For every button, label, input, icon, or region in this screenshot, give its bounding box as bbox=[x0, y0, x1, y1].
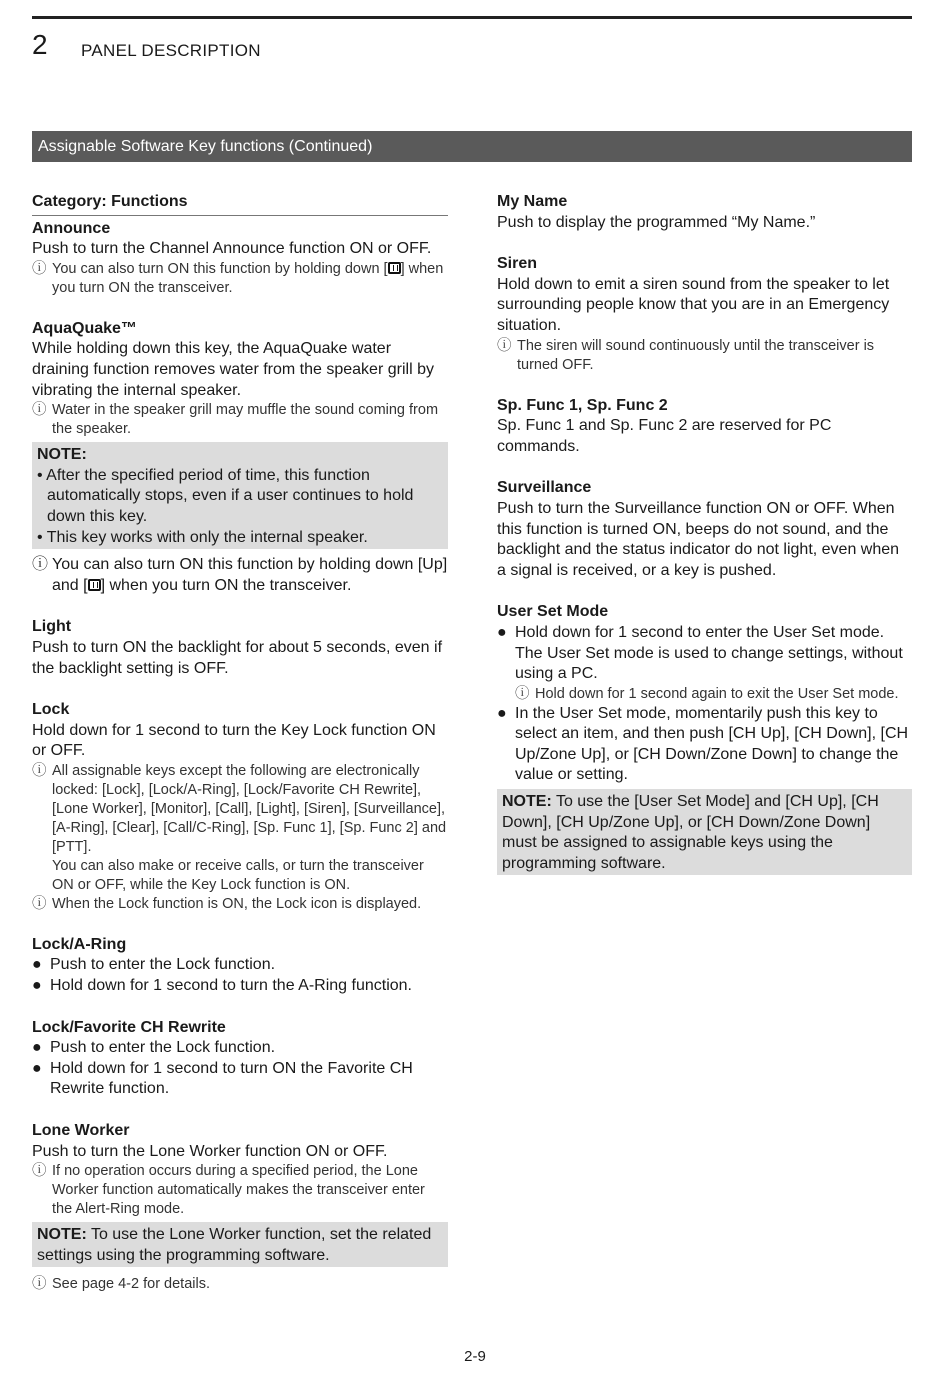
info-icon: ⓘ bbox=[32, 556, 49, 574]
sp-func-body: Sp. Func 1 and Sp. Func 2 are reserved for PC commands. bbox=[497, 417, 832, 455]
lock-info-2: ⓘ When the Lock function is ON, the Lock icon is displayed. bbox=[32, 895, 422, 912]
surveillance-title: Surveillance bbox=[497, 479, 592, 497]
user-set-info: ⓘ Hold down for 1 second again to exit the User Set mode. bbox=[515, 685, 899, 702]
bullet-icon: ● bbox=[497, 704, 507, 722]
siren-info: ⓘ The siren will sound continuously until the transceiver is turned OFF. bbox=[497, 337, 875, 373]
aquaquake-body: While holding down this key, the AquaQuake water draining function removes water from the speaker grill by vibrating the internal speaker. bbox=[32, 340, 434, 399]
note-label: NOTE: bbox=[37, 446, 87, 464]
list-item: ● Push to enter the Lock function. bbox=[32, 1038, 448, 1059]
announce-title: Announce bbox=[32, 219, 111, 237]
light-body: Push to turn ON the backlight for about 5 seconds, even if the backlight setting is OFF. bbox=[32, 638, 443, 677]
lone-worker-title: Lone Worker bbox=[32, 1122, 130, 1140]
page-number: 2-9 bbox=[464, 1348, 486, 1365]
list-item: ● Push to enter the Lock function. bbox=[32, 955, 448, 976]
emergency-key-icon bbox=[88, 579, 101, 591]
announce-info: ⓘ You can also turn ON this function by holding down [ ] when you turn ON the transceiver. bbox=[32, 260, 444, 296]
chapter-number: 2 bbox=[32, 29, 48, 60]
lock-favorite-title: Lock/Favorite CH Rewrite bbox=[32, 1018, 226, 1036]
lock-aring-title: Lock/A-Ring bbox=[32, 935, 127, 953]
bullet-icon: ● bbox=[32, 977, 42, 995]
emergency-key-icon bbox=[388, 262, 401, 274]
top-rule bbox=[32, 16, 912, 19]
left-column bbox=[32, 192, 448, 1294]
aquaquake-info-2: ⓘ You can also turn ON this function by holding down [Up] and [ ] when you turn ON the transceiver. bbox=[32, 556, 448, 594]
info-icon: ⓘ bbox=[32, 895, 47, 912]
sp-func-title: Sp. Func 1, Sp. Func 2 bbox=[497, 396, 668, 414]
info-icon: ⓘ bbox=[497, 337, 512, 354]
siren-title: Siren bbox=[497, 255, 538, 273]
lone-worker-note: NOTE: To use the Lone Worker function, set the related settings using the programming software. bbox=[32, 1222, 448, 1267]
info-icon: ⓘ bbox=[515, 685, 530, 702]
chapter-title: PANEL DESCRIPTION bbox=[81, 41, 261, 60]
note-label: NOTE: bbox=[502, 793, 552, 811]
surveillance-body: Push to turn the Surveillance function ON or OFF. When this function is turned ON, beeps do not sound, and the backlight and the status indicator do not light, even when a signal is received, or a key is pushed. bbox=[497, 499, 900, 579]
info-icon: ⓘ bbox=[32, 402, 47, 419]
lock-title: Lock bbox=[32, 701, 70, 719]
my-name-body: Push to display the programmed “My Name.” bbox=[497, 213, 816, 231]
list-item: ● Hold down for 1 second to turn ON the Favorite CH Rewrite function. bbox=[32, 1059, 413, 1098]
lone-worker-info-2: ⓘ See page 4-2 for details. bbox=[32, 1276, 210, 1293]
announce-body: Push to turn the Channel Announce function ON or OFF. bbox=[32, 240, 432, 258]
note-label: NOTE: bbox=[37, 1226, 87, 1244]
light-title: Light bbox=[32, 618, 72, 636]
aquaquake-title: AquaQuake™ bbox=[32, 319, 137, 337]
info-icon: ⓘ bbox=[32, 1276, 47, 1293]
lone-worker-info: ⓘ If no operation occurs during a specified period, the Lone Worker function automatically makes the transceiver enter the Alert-Ring mode. bbox=[32, 1163, 425, 1218]
list-item: ● Hold down for 1 second to turn the A-Ring function. bbox=[32, 976, 448, 997]
note-item: • After the specified period of time, this function automatically stops, even if a user continues to hold down this key. bbox=[37, 466, 414, 525]
siren-body: Hold down to emit a siren sound from the speaker to let surrounding people know that you are in an Emergency situation. bbox=[497, 275, 890, 334]
info-icon: ⓘ bbox=[32, 762, 47, 779]
category-heading: Category: Functions bbox=[32, 192, 448, 216]
lock-body: Hold down for 1 second to turn the Key Lock function ON or OFF. bbox=[32, 721, 436, 760]
aquaquake-info: ⓘ Water in the speaker grill may muffle the sound coming from the speaker. bbox=[32, 402, 439, 438]
lock-info-continued: You can also make or receive calls, or turn the transceiver ON or OFF, while the Key Lock function is ON. bbox=[52, 857, 424, 893]
my-name-title: My Name bbox=[497, 193, 568, 210]
info-icon: ⓘ bbox=[32, 1163, 47, 1180]
note-item: • This key works with only the internal speaker. bbox=[37, 528, 368, 546]
info-icon: ⓘ bbox=[32, 260, 47, 277]
bullet-icon: ● bbox=[32, 1059, 42, 1077]
lone-worker-body: Push to turn the Lone Worker function ON or OFF. bbox=[32, 1142, 388, 1160]
bullet-icon: ● bbox=[497, 623, 507, 641]
list-item: ● In the User Set mode, momentarily push this key to select an item, and then push [CH Up], [CH Down], [CH Up/Zone Up], or [CH Down/Zone Down] to change the value or setting. bbox=[497, 704, 909, 784]
bullet-icon: ● bbox=[32, 956, 42, 974]
lock-info: ⓘ All assignable keys except the following are electronically locked: [Lock], [Lock/A-Ring], [Lock/Favorite CH Rewrite], [Lone Worker], [Monitor], [Call], [Light], [Siren], [Surveillance], [A-Ring], [Clear], [Call/C-Ring], [Sp. Func 1], [Sp. Func 2] and [PTT]. bbox=[32, 762, 447, 855]
list-item: ● Hold down for 1 second to enter the User Set mode. The User Set mode is used to change settings, without using a PC. bbox=[497, 623, 903, 683]
section-banner: Assignable Software Key functions (Continued) bbox=[32, 131, 912, 162]
aquaquake-note bbox=[32, 442, 448, 549]
right-column bbox=[497, 192, 912, 881]
user-set-note: NOTE: To use the [User Set Mode] and [CH Up], [CH Down], [CH Up/Zone Up], or [CH Down/Zone Down] must be assigned to assignable keys using the programming software. bbox=[497, 789, 912, 875]
bullet-icon: ● bbox=[32, 1039, 42, 1057]
user-set-title: User Set Mode bbox=[497, 603, 609, 621]
